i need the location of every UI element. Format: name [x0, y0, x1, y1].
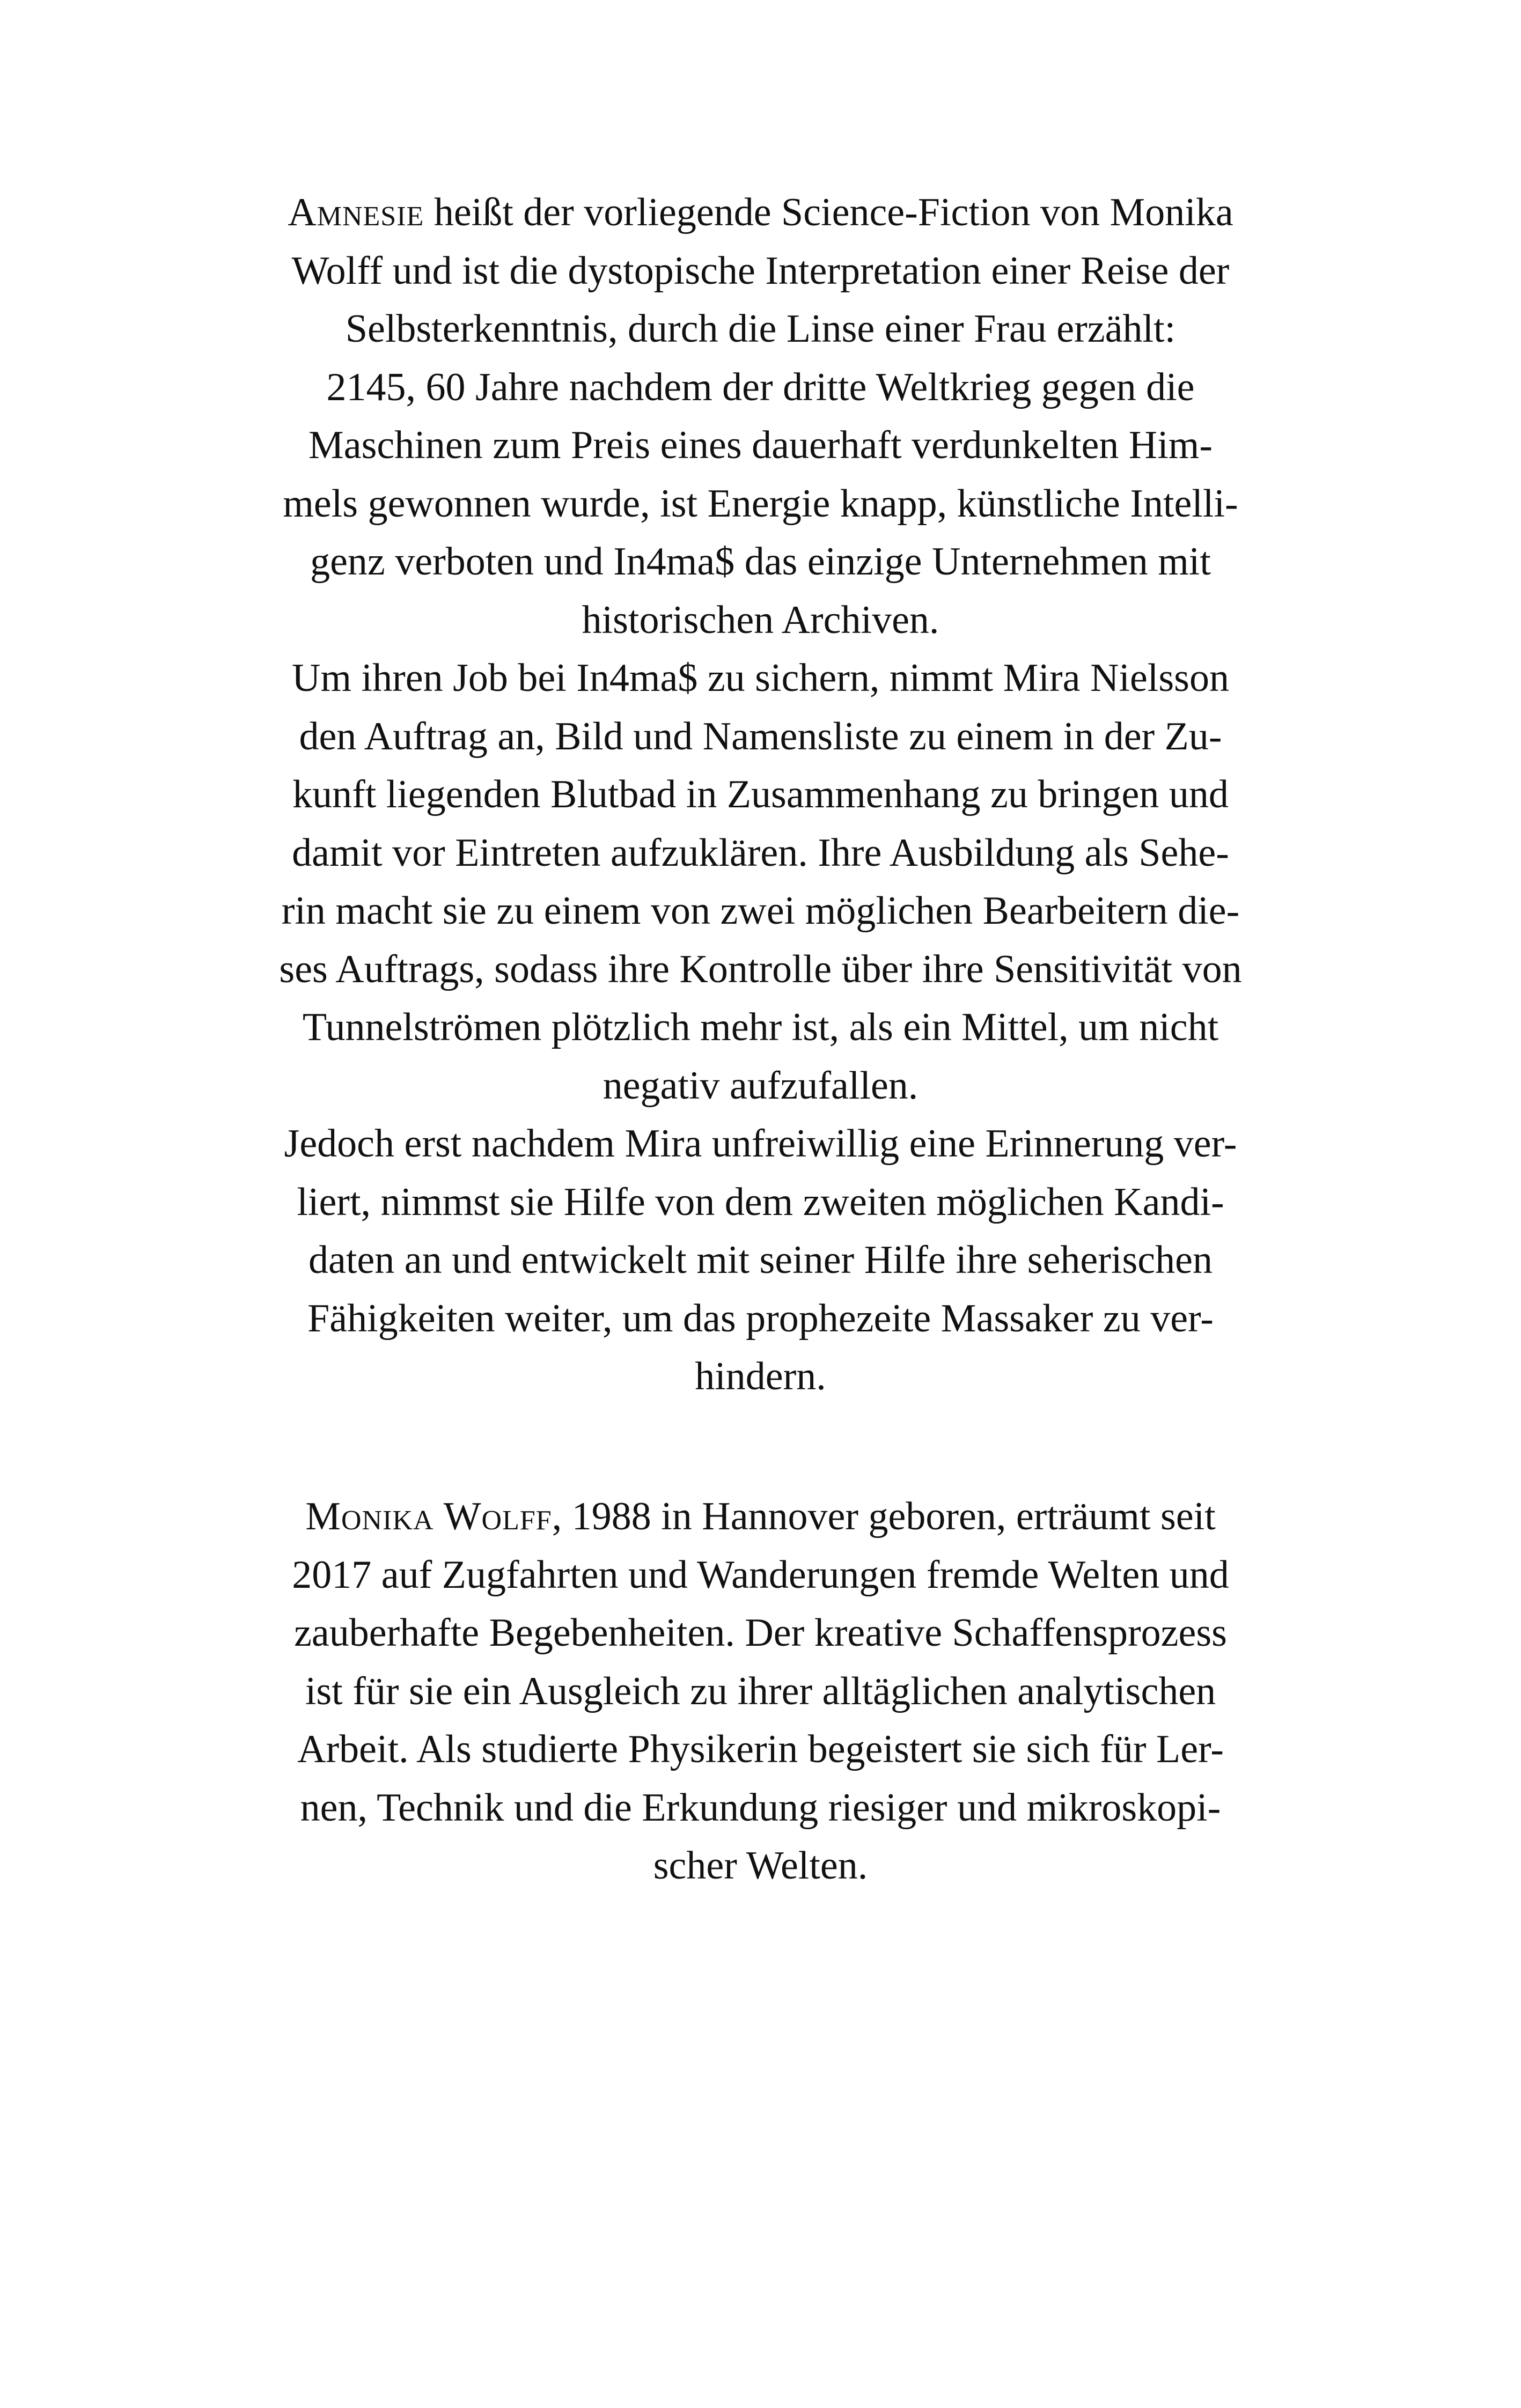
- blurb-paragraph: [225, 183, 1296, 1406]
- blurb-line: Wolff und ist die dystopische Interpretation einer Reise der: [291, 248, 1230, 293]
- book-title-smallcaps: Amnesie: [288, 190, 424, 234]
- blurb-line: Amnesie heißt der vorliegende Science-Fiction von Monika: [288, 190, 1233, 234]
- blurb-line: Um ihren Job bei In4ma$ zu sichern, nimmt Mira Nielsson: [292, 656, 1229, 700]
- blurb-line: liert, nimmst sie Hilfe von dem zweiten möglichen Kandi-: [297, 1180, 1224, 1224]
- blurb-line: den Auftrag an, Bild und Namensliste zu einem in der Zu-: [299, 714, 1222, 759]
- author-bio-line: ist für sie ein Ausgleich zu ihrer alltäglichen analytischen: [305, 1669, 1216, 1713]
- blurb-line: Maschinen zum Preis eines dauerhaft verdunkelten Him-: [308, 423, 1213, 467]
- author-bio-line: Arbeit. Als studierte Physikerin begeistert sie sich für Ler-: [297, 1727, 1224, 1771]
- blurb-line: Selbsterkenntnis, durch die Linse einer Frau erzählt:: [345, 307, 1176, 351]
- blurb-line: daten an und entwickelt mit seiner Hilfe ihre seherischen: [308, 1238, 1213, 1282]
- blurb-line: kunft liegenden Blutbad in Zusammenhang zu bringen und: [292, 772, 1229, 816]
- author-name-smallcaps: Monika Wolff: [305, 1494, 552, 1538]
- blurb-line: damit vor Eintreten aufzuklären. Ihre Ausbildung als Sehe-: [292, 830, 1229, 875]
- author-bio-line: nen, Technik und die Erkundung riesiger und mikroskopi-: [300, 1785, 1221, 1830]
- blurb-line: mels gewonnen wurde, ist Energie knapp, künstliche Intelli-: [283, 481, 1238, 526]
- blurb-line: genz verboten und In4ma$ das einzige Unternehmen mit: [310, 540, 1211, 584]
- blurb-line: Jedoch erst nachdem Mira unfreiwillig eine Erinnerung ver-: [284, 1122, 1237, 1166]
- blurb-line: Fähigkeiten weiter, um das prophezeite Massaker zu ver-: [307, 1296, 1214, 1341]
- author-bio-line: Monika Wolff, 1988 in Hannover geboren, erträumt seit: [305, 1494, 1216, 1538]
- author-bio-line: zauberhafte Begebenheiten. Der kreative Schaffensprozess: [294, 1611, 1227, 1655]
- blurb-line: rin macht sie zu einem von zwei möglichen Bearbeitern die-: [281, 889, 1240, 933]
- blurb-line: historischen Archiven.: [582, 598, 939, 642]
- blurb-line: 2145, 60 Jahre nachdem der dritte Weltkrieg gegen die: [326, 365, 1195, 409]
- blurb-line: ses Auftrags, sodass ihre Kontrolle über ihre Sensitivität von: [279, 947, 1242, 991]
- author-bio-paragraph: [225, 1487, 1296, 1895]
- author-bio-line: 2017 auf Zugfahrten und Wanderungen fremde Welten und: [292, 1552, 1229, 1597]
- blurb-line: negativ aufzufallen.: [602, 1063, 919, 1108]
- blurb-line: Tunnelströmen plötzlich mehr ist, als ein Mittel, um nicht: [302, 1005, 1219, 1049]
- blurb-line: hindern.: [695, 1354, 826, 1398]
- author-bio-line: scher Welten.: [653, 1844, 868, 1888]
